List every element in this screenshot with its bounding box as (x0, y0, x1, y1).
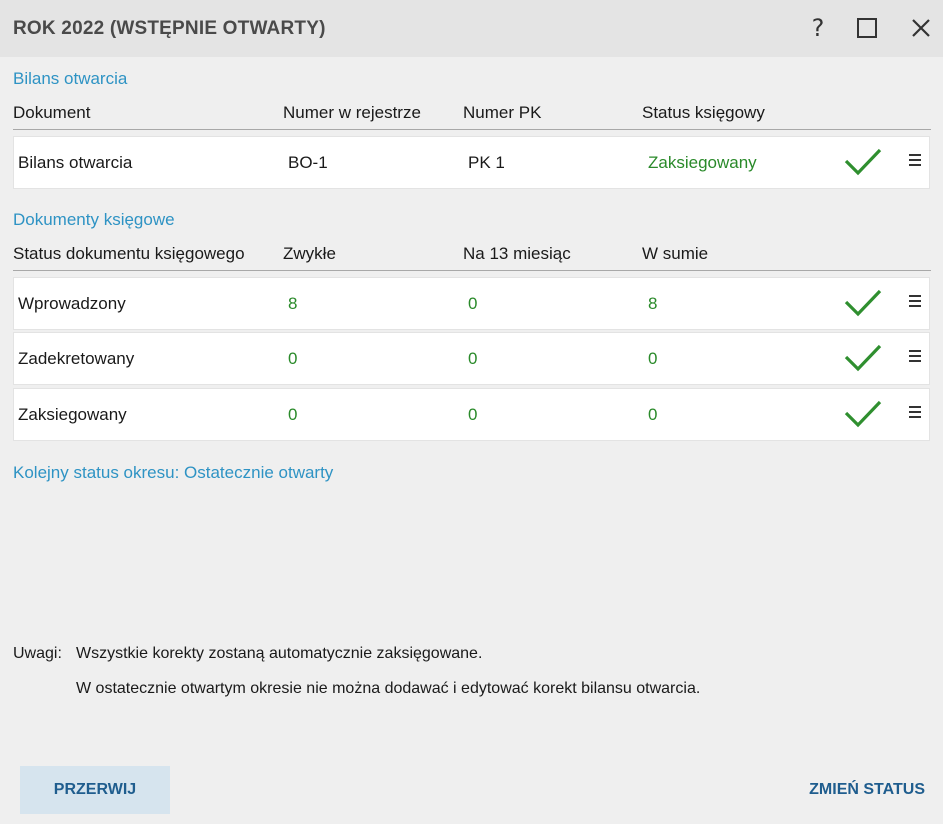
cell-document-status: Zaksiegowany (18, 405, 127, 424)
column-header-accounting-status: Status księgowy (642, 103, 765, 122)
cell-regular: 0 (288, 405, 298, 424)
cell-month13: 0 (468, 349, 478, 368)
cell-regular: 0 (288, 349, 298, 368)
next-period-status: Kolejny status okresu: Ostatecznie otwarty (13, 463, 334, 482)
hamburger-menu-icon[interactable] (909, 154, 921, 168)
checkmark-icon (844, 343, 882, 373)
cell-total: 8 (648, 294, 658, 313)
maximize-icon[interactable] (851, 12, 883, 44)
change-status-button[interactable]: ZMIEŃ STATUS (780, 766, 925, 814)
cell-register-number: BO-1 (288, 153, 328, 172)
cell-total: 0 (648, 405, 658, 424)
table-row[interactable] (13, 277, 930, 330)
cell-total: 0 (648, 349, 658, 368)
cell-month13: 0 (468, 294, 478, 313)
cell-document-status: Zadekretowany (18, 349, 135, 368)
note-line: Wszystkie korekty zostaną automatycznie zaksięgowane. (76, 645, 483, 662)
column-header-pk-number: Numer PK (463, 103, 542, 122)
column-header-month13: Na 13 miesiąc (463, 244, 571, 263)
opening-balance-section-title: Bilans otwarcia (13, 69, 128, 88)
hamburger-menu-icon[interactable] (909, 406, 921, 420)
cell-document: Bilans otwarcia (18, 153, 133, 172)
checkmark-icon (844, 288, 882, 318)
note-line: W ostatecznie otwartym okresie nie można dodawać i edytować korekt bilansu otwarcia. (76, 680, 701, 697)
column-header-document: Dokument (13, 103, 91, 122)
cell-regular: 8 (288, 294, 298, 313)
header-divider (13, 129, 931, 130)
table-row-opening-balance[interactable] (13, 136, 930, 189)
table-row[interactable] (13, 332, 930, 385)
close-icon[interactable] (905, 12, 937, 44)
checkmark-icon (844, 147, 882, 177)
notes-label: Uwagi: (13, 645, 62, 662)
cell-status: Zaksiegowany (648, 153, 757, 172)
help-icon[interactable]: ? (811, 14, 825, 42)
cell-pk-number: PK 1 (468, 153, 505, 172)
hamburger-menu-icon[interactable] (909, 350, 921, 364)
accounting-documents-section-title: Dokumenty księgowe (13, 210, 175, 229)
column-header-register-number: Numer w rejestrze (283, 103, 421, 122)
window-title: ROK 2022 (WSTĘPNIE OTWARTY) (13, 18, 326, 39)
column-header-regular: Zwykłe (283, 244, 336, 263)
cancel-button[interactable]: PRZERWIJ (20, 766, 170, 814)
column-header-total: W sumie (642, 244, 709, 263)
title-bar (0, 0, 943, 57)
column-header-document-status: Status dokumentu księgowego (13, 244, 245, 263)
cell-document-status: Wprowadzony (18, 294, 126, 313)
checkmark-icon (844, 399, 882, 429)
header-divider (13, 270, 931, 271)
cell-month13: 0 (468, 405, 478, 424)
table-row[interactable] (13, 388, 930, 441)
hamburger-menu-icon[interactable] (909, 295, 921, 309)
